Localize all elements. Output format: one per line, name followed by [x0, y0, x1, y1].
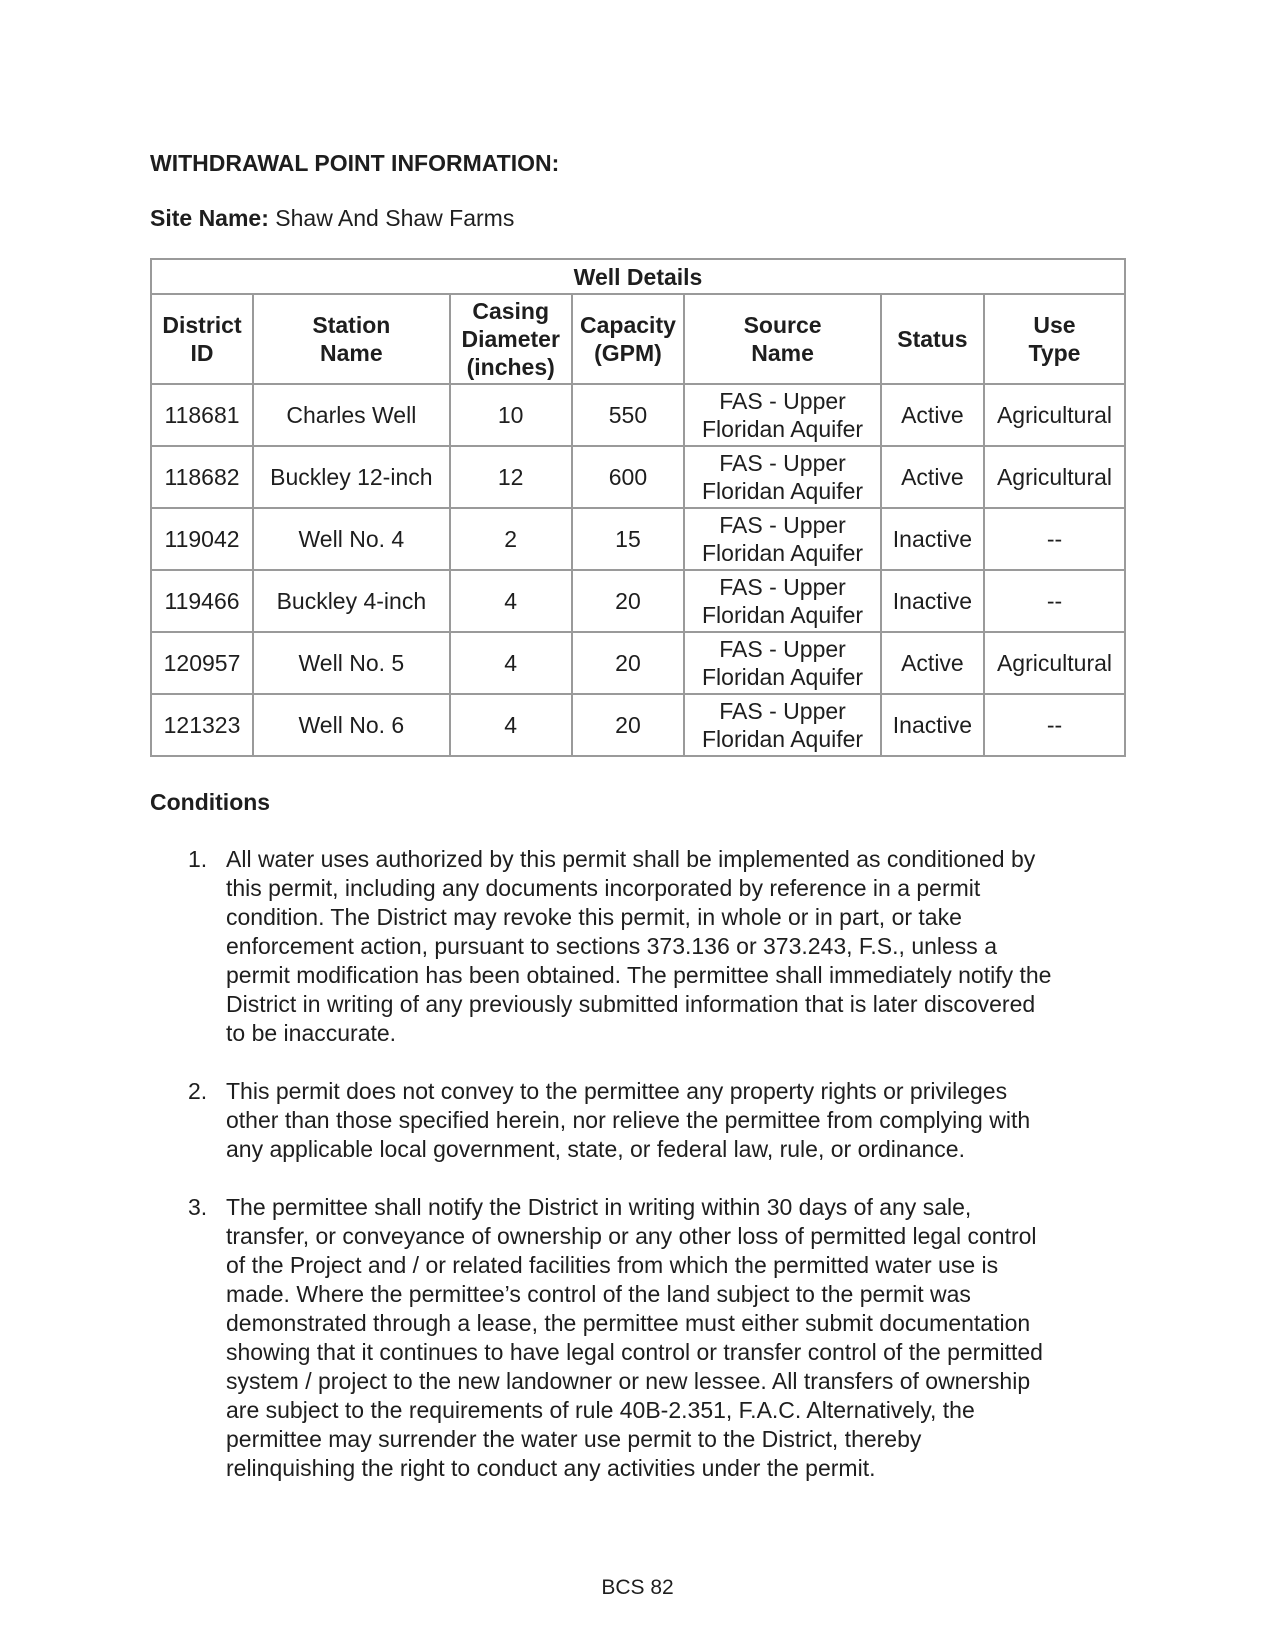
cell-status: Active — [881, 632, 984, 694]
condition-text-line: relinquishing the right to conduct any activities under the permit. — [226, 1455, 876, 1481]
condition-number: 1. — [188, 846, 208, 872]
table-row — [151, 694, 1125, 756]
condition-item — [150, 845, 1125, 1048]
header-line: Use — [1033, 312, 1076, 338]
cell-district-id: 119042 — [151, 508, 253, 570]
cell-use-type: Agricultural — [984, 632, 1125, 694]
table-row — [151, 632, 1125, 694]
cell-capacity: 20 — [572, 570, 685, 632]
cell-capacity: 600 — [572, 446, 685, 508]
cell-source-name — [684, 446, 881, 508]
conditions-heading: Conditions — [150, 789, 271, 815]
condition-text-line: are subject to the requirements of rule 40B-2.351, F.A.C. Alternatively, the — [226, 1397, 975, 1423]
header-district-id — [151, 294, 253, 384]
cell-casing-diameter: 10 — [450, 384, 572, 446]
cell-source-name — [684, 694, 881, 756]
condition-text-line: District in writing of any previously submitted information that is later discovered — [226, 991, 1036, 1017]
well-details-table — [150, 258, 1126, 757]
table-row — [151, 384, 1125, 446]
header-line: Name — [751, 340, 814, 366]
cell-status: Active — [881, 384, 984, 446]
table-body — [151, 384, 1125, 756]
source-line: FAS - Upper — [719, 574, 846, 600]
header-line: Station — [312, 312, 391, 338]
source-line: Floridan Aquifer — [702, 602, 864, 628]
source-line: Floridan Aquifer — [702, 726, 864, 752]
condition-text-line: transfer, or conveyance of ownership or any other loss of permitted legal control — [226, 1223, 1037, 1249]
table-row — [151, 570, 1125, 632]
cell-status: Active — [881, 446, 984, 508]
conditions-list — [150, 845, 1125, 1483]
condition-number: 2. — [188, 1078, 208, 1104]
condition-text-line: showing that it continues to have legal control or transfer control of the permitted — [226, 1339, 1043, 1365]
condition-item — [150, 1077, 1125, 1164]
page-footer: BCS 82 — [601, 1576, 674, 1599]
source-line: FAS - Upper — [719, 636, 846, 662]
cell-capacity: 20 — [572, 694, 685, 756]
cell-district-id: 121323 — [151, 694, 253, 756]
table-row — [151, 508, 1125, 570]
source-line: FAS - Upper — [719, 450, 846, 476]
cell-station-name: Well No. 4 — [253, 508, 450, 570]
section-heading: WITHDRAWAL POINT INFORMATION: — [150, 150, 560, 176]
source-line: Floridan Aquifer — [702, 478, 864, 504]
condition-number: 3. — [188, 1194, 208, 1220]
cell-source-name — [684, 384, 881, 446]
cell-station-name: Buckley 4-inch — [253, 570, 450, 632]
header-line: Status — [897, 326, 968, 352]
header-use-type — [984, 294, 1125, 384]
cell-capacity: 15 — [572, 508, 685, 570]
header-station-name — [253, 294, 450, 384]
source-line: FAS - Upper — [719, 512, 846, 538]
source-line: FAS - Upper — [719, 698, 846, 724]
cell-district-id: 119466 — [151, 570, 253, 632]
cell-casing-diameter: 2 — [450, 508, 572, 570]
source-line: Floridan Aquifer — [702, 416, 864, 442]
cell-station-name: Charles Well — [253, 384, 450, 446]
table-caption: Well Details — [151, 259, 1125, 294]
site-name-line — [150, 203, 1125, 233]
header-line: Diameter — [461, 326, 560, 352]
header-line: ID — [190, 340, 214, 366]
condition-text-line: of the Project and / or related facilities from which the permitted water use is — [226, 1252, 999, 1278]
site-name-label: Site Name: — [150, 205, 269, 231]
condition-text-line: permittee may surrender the water use permit to the District, thereby — [226, 1426, 922, 1452]
cell-casing-diameter: 4 — [450, 632, 572, 694]
cell-station-name: Buckley 12-inch — [253, 446, 450, 508]
cell-use-type: -- — [984, 508, 1125, 570]
cell-status: Inactive — [881, 508, 984, 570]
condition-text-line: permit modification has been obtained. The permittee shall immediately notify the — [226, 962, 1052, 988]
table-row — [151, 446, 1125, 508]
header-line: (GPM) — [594, 340, 662, 366]
document-page — [150, 148, 1125, 1512]
condition-text-line: other than those specified herein, nor relieve the permittee from complying with — [226, 1107, 1031, 1133]
cell-district-id: 118681 — [151, 384, 253, 446]
site-name-value: Shaw And Shaw Farms — [275, 205, 515, 231]
condition-text-line: system / project to the new landowner or new lessee. All transfers of ownership — [226, 1368, 1031, 1394]
cell-casing-diameter: 4 — [450, 570, 572, 632]
cell-casing-diameter: 4 — [450, 694, 572, 756]
cell-status: Inactive — [881, 570, 984, 632]
cell-source-name — [684, 632, 881, 694]
condition-text-line: any applicable local government, state, or federal law, rule, or ordinance. — [226, 1136, 965, 1162]
condition-text-line: demonstrated through a lease, the permittee must either submit documentation — [226, 1310, 1031, 1336]
condition-text-line: this permit, including any documents incorporated by reference in a permit — [226, 875, 981, 901]
table-header-row — [151, 294, 1125, 384]
cell-status: Inactive — [881, 694, 984, 756]
source-line: Floridan Aquifer — [702, 540, 864, 566]
cell-station-name: Well No. 5 — [253, 632, 450, 694]
header-casing-diameter — [450, 294, 572, 384]
condition-text-line: The permittee shall notify the District in writing within 30 days of any sale, — [226, 1194, 972, 1220]
header-status — [881, 294, 984, 384]
cell-source-name — [684, 570, 881, 632]
condition-text-line: condition. The District may revoke this permit, in whole or in part, or take — [226, 904, 962, 930]
source-line: Floridan Aquifer — [702, 664, 864, 690]
header-line: District — [162, 312, 242, 338]
header-line: Source — [743, 312, 822, 338]
condition-text-line: All water uses authorized by this permit shall be implemented as conditioned by — [226, 846, 1036, 872]
header-line: Type — [1028, 340, 1081, 366]
header-line: Capacity — [580, 312, 676, 338]
cell-station-name: Well No. 6 — [253, 694, 450, 756]
header-capacity — [572, 294, 685, 384]
cell-source-name — [684, 508, 881, 570]
header-source-name — [684, 294, 881, 384]
cell-use-type: -- — [984, 694, 1125, 756]
cell-capacity: 550 — [572, 384, 685, 446]
header-line: (inches) — [466, 354, 555, 380]
cell-district-id: 120957 — [151, 632, 253, 694]
cell-district-id: 118682 — [151, 446, 253, 508]
source-line: FAS - Upper — [719, 388, 846, 414]
condition-text-line: enforcement action, pursuant to sections 373.136 or 373.243, F.S., unless a — [226, 933, 997, 959]
condition-text-line: made. Where the permittee’s control of the land subject to the permit was — [226, 1281, 971, 1307]
cell-casing-diameter: 12 — [450, 446, 572, 508]
cell-use-type: -- — [984, 570, 1125, 632]
cell-capacity: 20 — [572, 632, 685, 694]
header-line: Name — [320, 340, 383, 366]
cell-use-type: Agricultural — [984, 384, 1125, 446]
condition-text-line: This permit does not convey to the permittee any property rights or privileges — [226, 1078, 1008, 1104]
condition-item — [150, 1193, 1125, 1483]
cell-use-type: Agricultural — [984, 446, 1125, 508]
header-line: Casing — [472, 298, 550, 324]
condition-text-line: to be inaccurate. — [226, 1020, 397, 1046]
